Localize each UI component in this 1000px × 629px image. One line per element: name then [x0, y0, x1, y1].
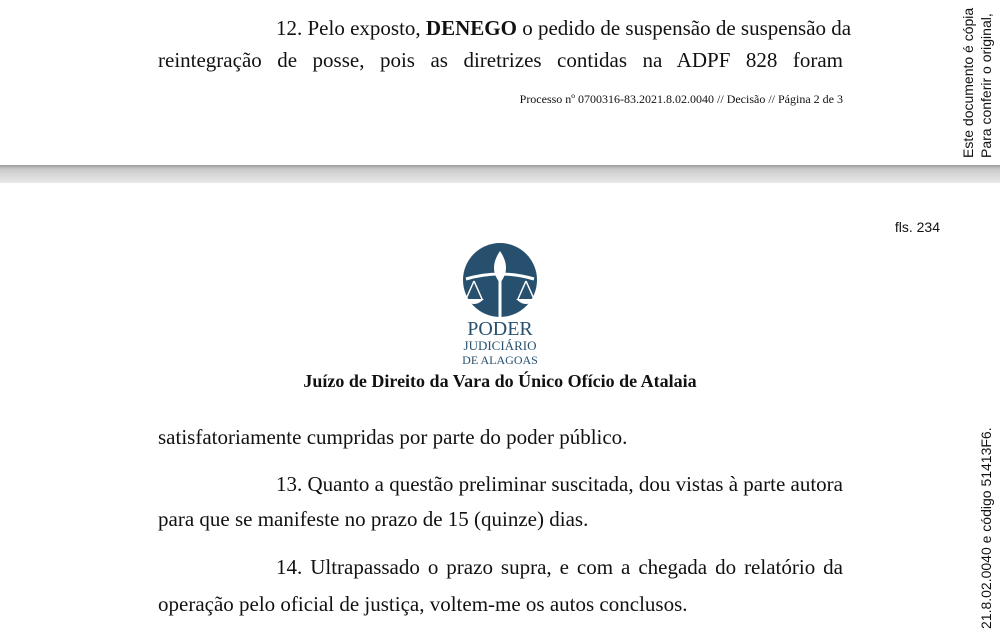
paragraph-14-line-1: 14. Ultrapassado o prazo supra, e com a chegada do relatório da: [276, 555, 843, 579]
logo-text-line-3: DE ALAGOAS: [462, 353, 538, 367]
court-logo: [440, 243, 560, 371]
paragraph-13-line-2: para que se manifeste no prazo de 15 (quinze) dias.: [158, 507, 589, 531]
page-footer-reference: Processo nº 0700316-83.2021.8.02.0040 // Decisão // Página 2 de 3: [519, 92, 843, 106]
justice-scales-emblem-icon: [440, 243, 560, 371]
paragraph-13-line-1: 13. Quanto a questão preliminar suscitada, dou vistas à parte autora: [276, 472, 843, 496]
logo-text-line-2: JUDICIÁRIO: [463, 338, 537, 353]
paragraph-12-line-1: 12. Pelo exposto, DENEGO o pedido de suspensão de suspensão da: [276, 16, 852, 40]
logo-text-line-1: PODER: [467, 318, 533, 340]
paragraph-12-line-2: reintegração de posse, pois as diretrizes contidas na ADPF 828 foram: [158, 48, 843, 72]
side-verification-code: 21.8.02.0040 e código 51413F6.: [978, 427, 994, 629]
paragraph-12-line-3: satisfatoriamente cumpridas por parte do poder público.: [158, 425, 628, 449]
paragraph-14-line-2: operação pelo oficial de justiça, voltem-me os autos conclusos.: [158, 592, 688, 616]
side-note-line-2: Para conferir o original,: [978, 13, 994, 158]
document-page-lower: [0, 183, 1000, 629]
court-name-heading: Juízo de Direito da Vara do Único Ofício de Atalaia: [303, 371, 697, 391]
document-page-upper: [0, 0, 1000, 165]
page-separator: [0, 165, 1000, 183]
side-note-line-1: Este documento é cópia: [960, 7, 976, 158]
page-number: fls. 234: [894, 219, 940, 235]
